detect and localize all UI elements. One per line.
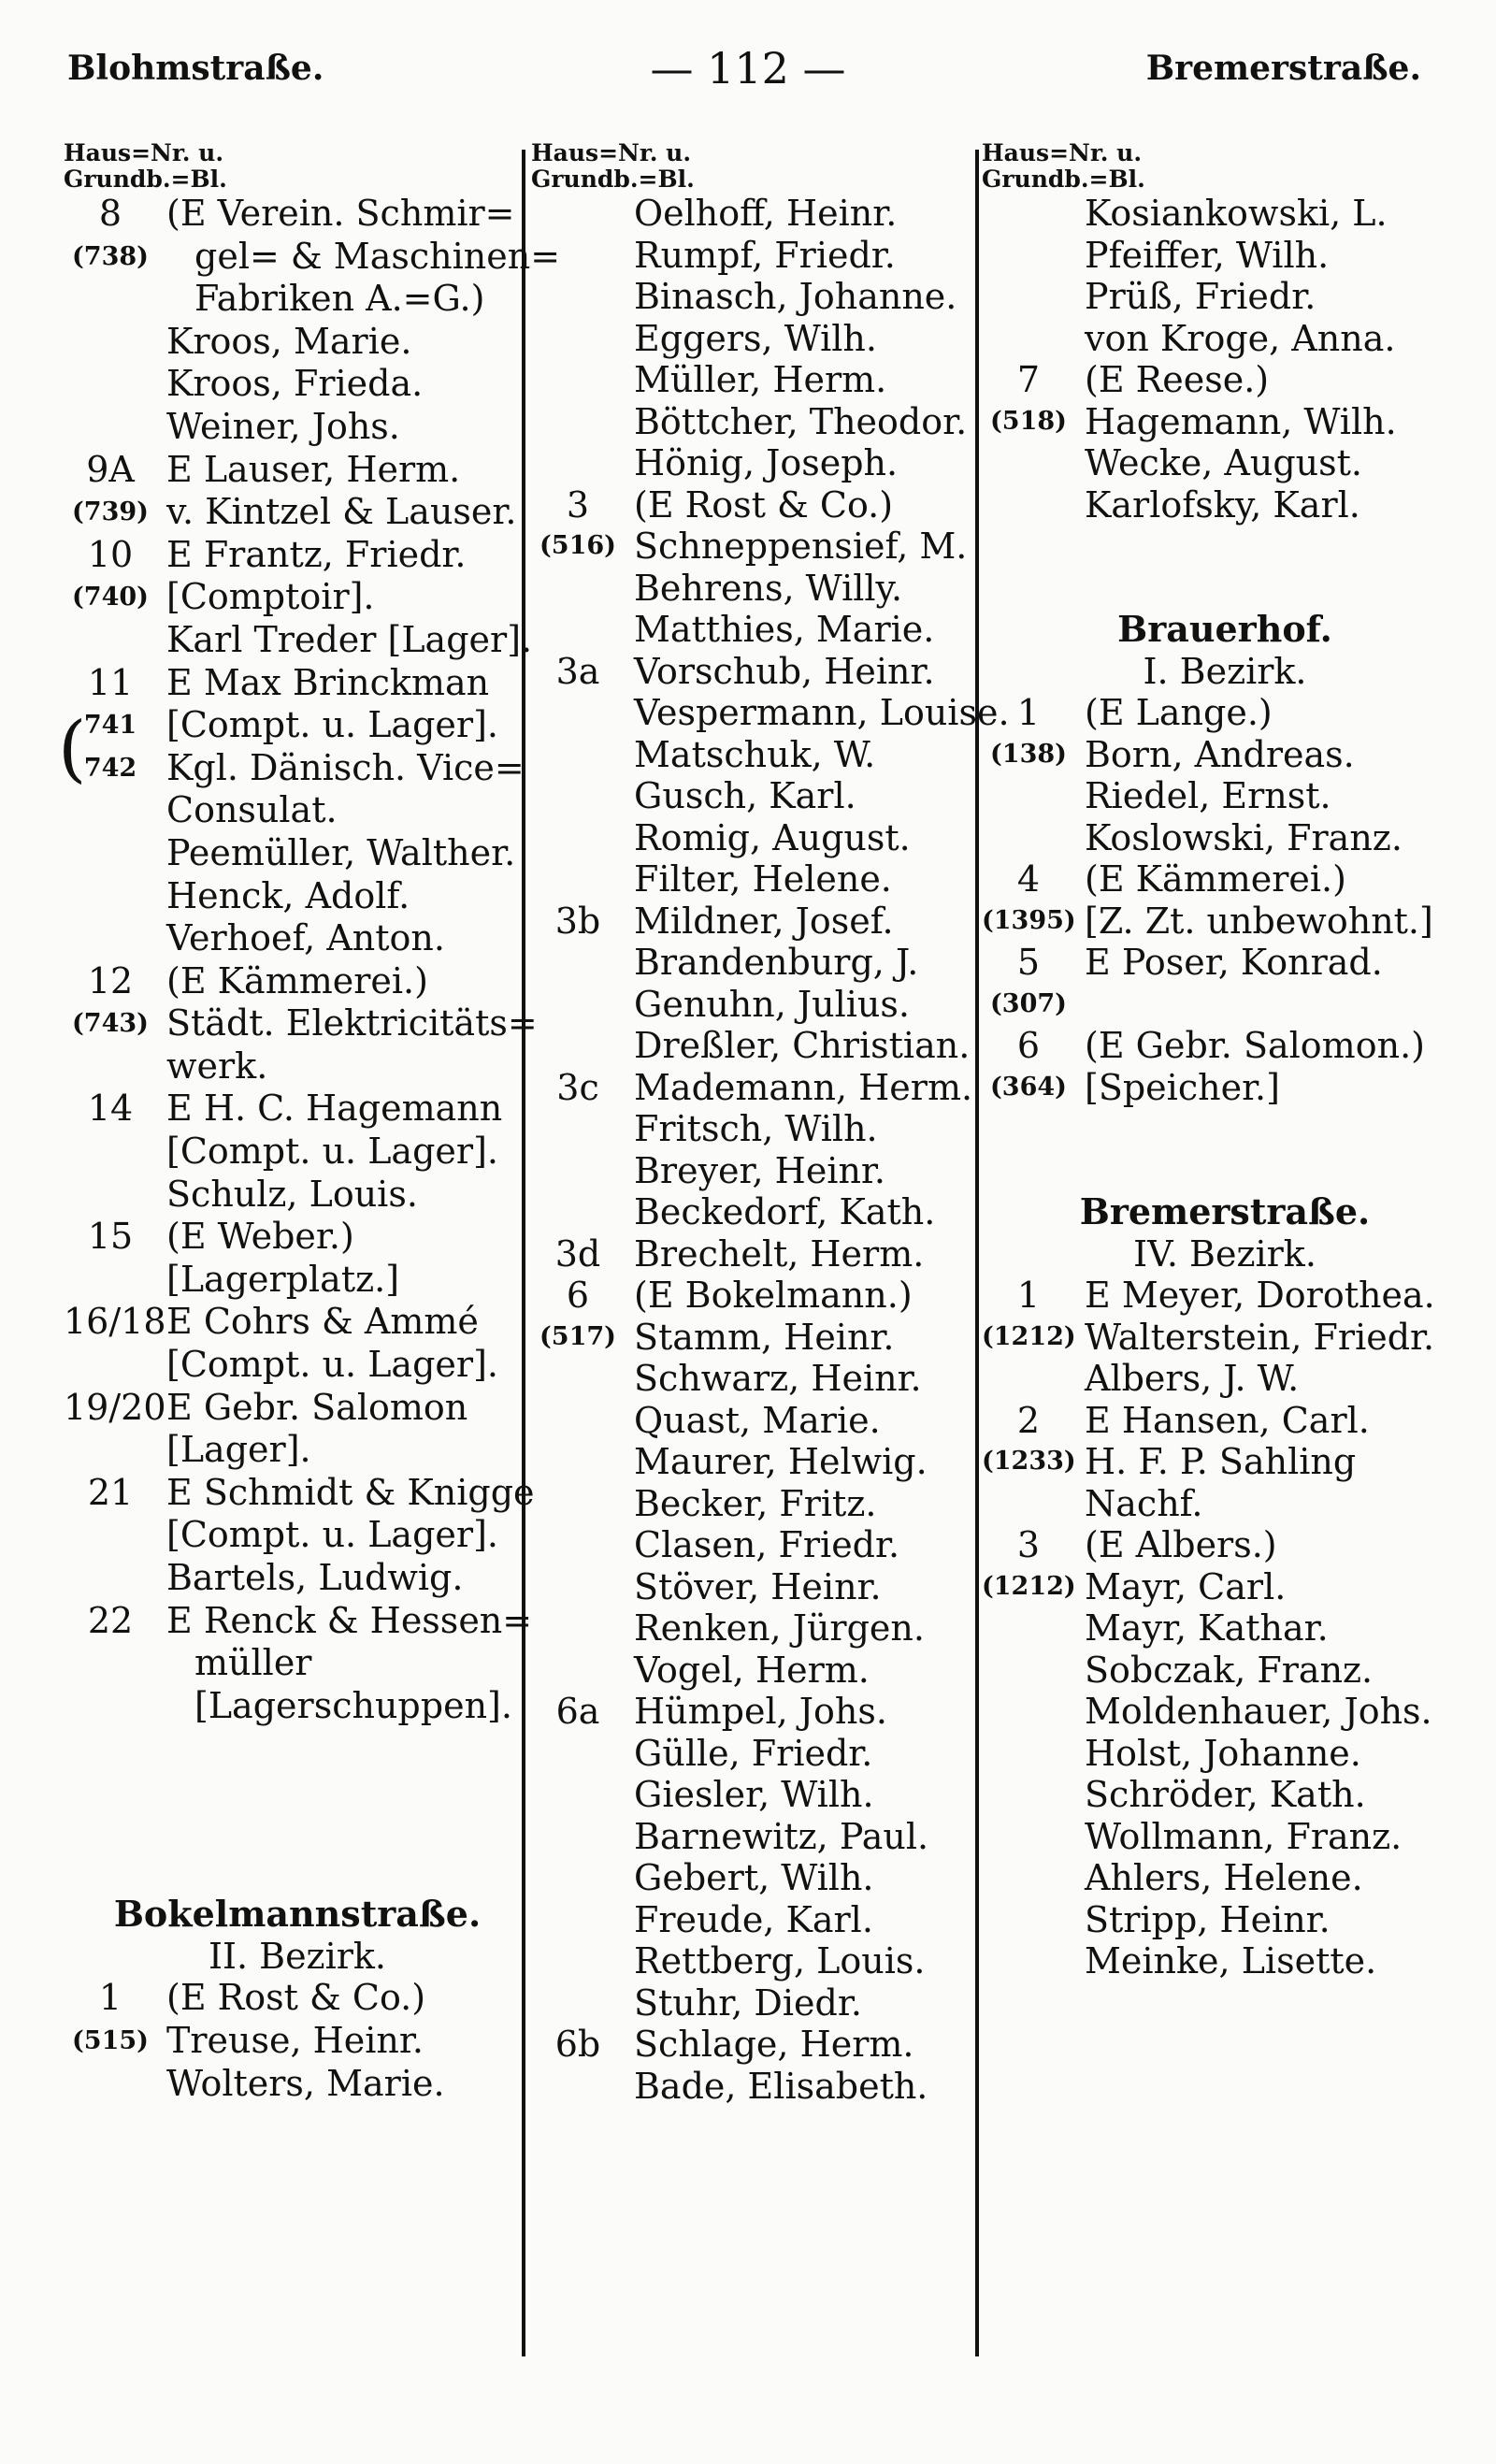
house-number: 1 <box>1016 692 1041 733</box>
entry-text: Nachf. <box>1085 1482 1203 1524</box>
entry-line <box>64 1002 538 1045</box>
entry-text: Freude, Karl. <box>634 1898 873 1940</box>
entry-text: Mademann, Herm. <box>634 1066 973 1108</box>
entry-line <box>64 576 531 619</box>
entry-line <box>982 734 1468 776</box>
entry-line <box>982 1607 1468 1650</box>
entry-text: Gusch, Karl. <box>634 775 856 816</box>
entry-text: Gebert, Wilh. <box>634 1857 874 1898</box>
street-heading: Brauerhof. <box>1117 608 1332 650</box>
entry-text: E Frantz, Friedr. <box>166 533 467 575</box>
entry-text: Kgl. Dänisch. Vice= <box>166 746 525 788</box>
house-number: 3 <box>566 483 590 526</box>
entry-line <box>64 1471 535 1515</box>
column-1 <box>58 139 561 2105</box>
entry-line <box>531 1816 982 1858</box>
entry-text: Genuhn, Julius. <box>634 983 910 1025</box>
entry-line <box>531 1108 982 1150</box>
house-number: (739) <box>72 497 149 527</box>
entry-line <box>531 817 982 859</box>
running-head-right: Bremerstraße. <box>1145 49 1421 88</box>
entry-text: Clasen, Friedr. <box>634 1524 900 1565</box>
entry-line <box>531 1691 982 1733</box>
entry-line <box>982 1275 1468 1317</box>
entry-line <box>982 1483 1468 1525</box>
entry-text: Treuse, Heinr. <box>166 2019 424 2061</box>
entry-line <box>531 1025 982 1067</box>
entry-line <box>531 442 982 484</box>
entry-line <box>64 1557 531 1600</box>
entry-text: Koslowski, Franz. <box>1085 816 1402 858</box>
entry-text: Hagemann, Wilh. <box>1085 400 1397 442</box>
house-number: (738) <box>72 241 149 271</box>
entry-text: Romig, August. <box>634 816 911 858</box>
entry-line <box>531 1733 982 1775</box>
entry-line <box>64 1088 531 1131</box>
entry-line <box>64 1642 531 1685</box>
entry-line <box>982 901 1468 943</box>
entry-line <box>64 1131 531 1174</box>
entry-line <box>64 406 531 449</box>
house-number: 12 <box>87 959 134 1001</box>
entry-line <box>982 1400 1468 1442</box>
entry-line <box>64 1301 531 1344</box>
entry-text: Albers, J. W. <box>1085 1358 1300 1399</box>
entry-line <box>982 1816 1468 1858</box>
entry-line <box>531 568 982 610</box>
entry-line <box>531 1441 982 1483</box>
entry-line <box>982 1067 1468 1109</box>
entry-text: Städt. Elektricitäts= <box>166 1002 538 1045</box>
entry-text: Schlage, Herm. <box>634 2024 914 2065</box>
entry-text: Henck, Adolf. <box>166 874 410 916</box>
entry-text: (E Albers.) <box>1085 1524 1277 1565</box>
entry-text: Giesler, Wilh. <box>634 1774 874 1815</box>
entry-line <box>982 235 1468 277</box>
entry-line <box>64 449 531 492</box>
house-number: (1233) <box>982 1447 1076 1476</box>
entry-line <box>982 1566 1468 1608</box>
entry-line <box>531 901 982 943</box>
house-number: 4 <box>1016 858 1041 900</box>
entry-line <box>531 692 1010 734</box>
entry-line <box>531 318 982 360</box>
house-number: 11 <box>87 661 134 703</box>
entry-text: E H. C. Hagemann <box>166 1088 503 1130</box>
entry-text: Breyer, Heinr. <box>634 1149 886 1191</box>
entry-text: Karlofsky, Karl. <box>1085 483 1360 526</box>
entry-line <box>64 534 531 577</box>
house-number: 1 <box>98 1977 122 2019</box>
entry-text: [Compt. u. Lager]. <box>166 1131 498 1173</box>
entry-text: Beckedorf, Kath. <box>634 1191 936 1232</box>
entry-line <box>64 1514 531 1557</box>
entry-line <box>531 1067 982 1109</box>
house-number: 6b <box>554 2024 601 2065</box>
entry-text: Binasch, Johanne. <box>634 276 957 317</box>
entry-text: gel= & Maschinen= <box>194 235 561 277</box>
entry-line <box>64 1045 531 1088</box>
entry-text: Wolters, Marie. <box>166 2062 445 2104</box>
entry-text: von Kroge, Anna. <box>1085 317 1396 359</box>
entry-line <box>531 1275 982 1317</box>
entry-text: (E Gebr. Salomon.) <box>1085 1025 1425 1066</box>
entry-text: (E Lange.) <box>1085 692 1273 733</box>
entry-line <box>531 651 982 693</box>
entry-line <box>64 662 531 705</box>
entry-line <box>64 917 531 960</box>
entry-text: Behrens, Willy. <box>634 567 903 609</box>
entry-text: [Lagerplatz.] <box>166 1258 400 1300</box>
entry-line <box>531 1774 982 1816</box>
street-heading: Bokelmannstraße. <box>113 1893 482 1936</box>
entry-text: Stuhr, Diedr. <box>634 1981 862 2024</box>
entry-text: Böttcher, Theodor. <box>634 400 968 442</box>
entry-line <box>64 2020 531 2063</box>
entry-line <box>64 491 531 534</box>
house-number: 3a <box>555 650 600 692</box>
entry-line <box>982 692 1468 734</box>
house-number: (1212) <box>982 1571 1076 1601</box>
house-number: 3d <box>554 1232 601 1275</box>
entry-line <box>531 1857 982 1899</box>
entry-text: Hümpel, Johs. <box>634 1691 887 1732</box>
entry-line <box>982 817 1468 859</box>
page-number: — 112 — <box>650 43 846 94</box>
entry-line <box>64 363 531 406</box>
district-heading: II. Bezirk. <box>208 1935 387 1977</box>
house-number: (364) <box>990 1072 1067 1102</box>
entry-line <box>531 1358 982 1400</box>
entry-line <box>531 2066 982 2108</box>
entry-text: Schulz, Louis. <box>166 1173 418 1215</box>
entry-text: Quast, Marie. <box>634 1399 881 1441</box>
entry-line <box>982 1317 1468 1359</box>
entry-text: Barnewitz, Paul. <box>634 1815 929 1857</box>
entry-line <box>64 1600 531 1643</box>
entry-line <box>982 1857 1468 1899</box>
entry-line <box>531 942 982 984</box>
entry-text: Fabriken A.=G.) <box>194 278 485 320</box>
house-number: (743) <box>72 1009 149 1039</box>
entry-line <box>982 1774 1468 1816</box>
entry-text: Pfeiffer, Wilh. <box>1085 234 1330 276</box>
house-number: (515) <box>72 2025 149 2055</box>
entry-text: müller <box>194 1642 312 1684</box>
entry-line <box>982 775 1468 817</box>
entry-line <box>531 858 982 901</box>
entry-line <box>64 1977 531 2020</box>
entry-line <box>982 858 1468 901</box>
entry-text: Brandenburg, J. <box>634 942 919 983</box>
entry-line <box>64 1216 531 1259</box>
entry-text: Consulat. <box>166 789 338 831</box>
entry-text: Maurer, Helwig. <box>634 1441 928 1482</box>
house-number: 5 <box>1016 942 1041 983</box>
entry-text: Kosiankowski, L. <box>1085 193 1388 234</box>
entry-text: [Z. Zt. unbewohnt.] <box>1085 900 1433 942</box>
entry-line <box>531 775 982 817</box>
entry-line <box>64 1429 531 1472</box>
district-heading: I. Bezirk. <box>1143 650 1307 692</box>
entry-text: Matschuk, W. <box>634 733 876 775</box>
entry-text: H. F. P. Sahling <box>1085 1441 1357 1482</box>
entry-line <box>982 318 1468 360</box>
running-head-left: Blohmstraße. <box>67 49 324 88</box>
entry-text: Walterstein, Friedr. <box>1085 1316 1435 1358</box>
entry-text: Meinke, Lisette. <box>1085 1940 1377 1981</box>
street-heading: Bremerstraße. <box>1079 1190 1371 1232</box>
entry-text: Eggers, Wilh. <box>634 317 877 359</box>
house-number: (307) <box>990 988 1067 1018</box>
entry-text: Ahlers, Helene. <box>1085 1857 1363 1898</box>
entry-text: Matthies, Marie. <box>634 609 935 650</box>
column-2 <box>531 139 1010 2107</box>
entry-text: [Lagerschuppen]. <box>194 1684 512 1726</box>
entry-line <box>982 1940 1468 1982</box>
entry-line <box>531 1982 982 2025</box>
entry-line <box>982 1524 1468 1566</box>
entry-line <box>531 1650 982 1692</box>
entry-line <box>64 832 531 875</box>
house-number: 16/18 <box>64 1301 166 1343</box>
entry-text: Schwarz, Heinr. <box>634 1358 922 1399</box>
entry-text: Müller, Herm. <box>634 359 887 400</box>
entry-line <box>531 1400 982 1442</box>
entry-line <box>531 484 982 526</box>
entry-line <box>531 1483 982 1525</box>
entry-text: Vespermann, Louise. <box>634 692 1010 733</box>
entry-line <box>982 193 1468 235</box>
entry-text: Holst, Johanne. <box>1085 1732 1361 1774</box>
entry-line <box>531 984 982 1026</box>
entry-text: Fritsch, Wilh. <box>634 1108 878 1149</box>
entry-text: Mayr, Carl. <box>1085 1565 1287 1607</box>
entry-text: v. Kintzel & Lauser. <box>166 491 517 533</box>
entry-text: (E Reese.) <box>1085 359 1270 400</box>
entry-line <box>531 609 982 651</box>
entry-line <box>982 442 1468 484</box>
entry-line <box>64 235 561 279</box>
entry-text: Born, Andreas. <box>1085 733 1355 775</box>
house-number: 3b <box>554 900 601 942</box>
entry-line <box>531 1150 982 1192</box>
entry-text: Stöver, Heinr. <box>634 1565 882 1607</box>
entry-text: (E Rost & Co.) <box>634 483 894 526</box>
entry-line <box>531 1899 982 1941</box>
entry-line <box>531 1233 982 1275</box>
column-heading: Haus=Nr. u. Grundb.=Bl. <box>531 139 695 193</box>
house-number: 22 <box>87 1599 134 1641</box>
entry-line <box>982 1358 1468 1400</box>
entry-text: E Cohrs & Ammé <box>166 1301 479 1343</box>
entry-text: Riedel, Ernst. <box>1085 775 1331 816</box>
house-number: 741 <box>83 711 137 741</box>
entry-line <box>982 1733 1468 1775</box>
entry-line <box>982 1441 1468 1483</box>
entry-text: Prüß, Friedr. <box>1085 276 1316 317</box>
entry-line <box>982 401 1468 443</box>
entry-line <box>982 1691 1468 1733</box>
entry-text: Stripp, Heinr. <box>1085 1898 1331 1940</box>
entry-text: Vorschub, Heinr. <box>634 650 935 692</box>
entry-text: [Compt. u. Lager]. <box>166 704 498 746</box>
entry-text: (E Weber.) <box>166 1216 354 1258</box>
house-number: 1 <box>1016 1275 1041 1316</box>
entry-text: Oelhoff, Heinr. <box>634 193 898 234</box>
entry-line <box>64 2063 531 2106</box>
entry-text: Vogel, Herm. <box>634 1649 870 1691</box>
brace-mark: ( <box>58 707 87 792</box>
entry-line <box>531 1191 982 1233</box>
column-heading: Haus=Nr. u. Grundb.=Bl. <box>64 139 227 193</box>
entry-line <box>531 193 982 235</box>
entry-line <box>531 1607 982 1650</box>
entry-text: (E Kämmerei.) <box>1085 858 1346 900</box>
entry-text: Wollmann, Franz. <box>1085 1815 1402 1857</box>
house-number: 9A <box>86 448 135 490</box>
entry-text: Moldenhauer, Johs. <box>1085 1691 1432 1732</box>
entry-text: Dreßler, Christian. <box>634 1025 971 1066</box>
entry-line <box>982 1650 1468 1692</box>
entry-line <box>531 2024 982 2066</box>
entry-line <box>531 526 982 568</box>
entry-text: Becker, Fritz. <box>634 1482 877 1524</box>
entry-text: Gülle, Friedr. <box>634 1732 873 1774</box>
entry-text: Kroos, Marie. <box>166 320 412 362</box>
entry-text: E Poser, Konrad. <box>1085 942 1383 983</box>
house-number: 6 <box>566 1275 590 1316</box>
entry-line <box>531 235 982 277</box>
entry-line <box>64 789 531 832</box>
entry-line <box>64 1685 531 1728</box>
entry-line <box>64 321 531 364</box>
entry-text: Rumpf, Friedr. <box>634 234 896 276</box>
entry-text: [Comptoir]. <box>166 576 375 618</box>
entry-text: [Compt. u. Lager]. <box>166 1514 498 1556</box>
house-number: 3 <box>1016 1524 1041 1565</box>
house-number: 742 <box>83 753 137 783</box>
entry-line <box>531 1524 982 1566</box>
entry-line <box>531 1317 982 1359</box>
entry-text: Bade, Elisabeth. <box>634 2065 928 2107</box>
entry-text: Renken, Jürgen. <box>634 1607 925 1649</box>
house-number: 14 <box>87 1088 134 1130</box>
entry-line <box>982 1025 1468 1067</box>
entry-text: [Speicher.] <box>1085 1066 1280 1108</box>
entry-text: E Schmidt & Knigge <box>166 1471 535 1513</box>
entry-line <box>64 1387 531 1430</box>
entry-text: Sobczak, Franz. <box>1085 1649 1374 1691</box>
entry-line <box>982 359 1468 401</box>
entry-text: E Meyer, Dorothea. <box>1085 1275 1435 1316</box>
entry-text: Schröder, Kath. <box>1085 1774 1366 1815</box>
entry-text: [Compt. u. Lager]. <box>166 1344 498 1386</box>
house-number: (1395) <box>982 905 1076 935</box>
entry-text: Peemüller, Walther. <box>166 831 516 873</box>
entry-text: Brechelt, Herm. <box>634 1232 925 1275</box>
house-number: 8 <box>98 193 122 234</box>
entry-line <box>64 1344 531 1387</box>
entry-text: Wecke, August. <box>1085 442 1362 483</box>
entry-text: (E Kämmerei.) <box>166 959 428 1001</box>
entry-text: Weiner, Johs. <box>166 405 400 447</box>
house-number: 10 <box>87 533 134 575</box>
house-number: 3c <box>556 1066 599 1108</box>
column-heading: Haus=Nr. u. Grundb.=Bl. <box>982 139 1145 193</box>
entry-text: E Renck & Hessen= <box>166 1599 533 1641</box>
entry-text: E Max Brinckman <box>166 661 490 703</box>
column-3 <box>982 140 1468 1982</box>
entry-line <box>64 747 531 790</box>
house-number: 21 <box>87 1471 134 1513</box>
entry-text: Rettberg, Louis. <box>634 1940 926 1981</box>
entry-line <box>64 278 531 321</box>
entry-text: Verhoef, Anton. <box>166 917 445 959</box>
entry-text: E Hansen, Carl. <box>1085 1399 1370 1441</box>
house-number: (518) <box>990 406 1067 436</box>
entry-line <box>531 276 982 318</box>
house-number: (1212) <box>982 1321 1076 1351</box>
entry-text: E Lauser, Herm. <box>166 448 461 490</box>
entry-text: Stamm, Heinr. <box>634 1316 895 1358</box>
entry-text: Filter, Helene. <box>634 858 892 900</box>
entry-text: Hönig, Joseph. <box>634 442 899 483</box>
house-number: 7 <box>1016 359 1041 400</box>
entry-text: (E Rost & Co.) <box>166 1977 426 2019</box>
entry-text: Kroos, Frieda. <box>166 363 424 405</box>
entry-line <box>982 942 1468 984</box>
entry-line <box>64 960 531 1003</box>
entry-text: werk. <box>166 1045 268 1087</box>
entry-text: (E Verein. Schmir= <box>166 193 515 234</box>
house-number: 6a <box>555 1691 600 1732</box>
entry-line <box>64 1174 531 1217</box>
entry-text: E Gebr. Salomon <box>166 1386 468 1428</box>
house-number: 19/20 <box>64 1386 166 1428</box>
entry-line <box>64 1259 531 1302</box>
entry-text: (E Bokelmann.) <box>634 1275 913 1316</box>
house-number: 2 <box>1016 1399 1041 1441</box>
entry-text: Bartels, Ludwig. <box>166 1557 464 1598</box>
entry-line <box>64 619 531 662</box>
entry-line <box>531 359 982 401</box>
entry-line <box>531 734 982 776</box>
entry-line <box>982 276 1468 318</box>
house-number: (740) <box>72 583 149 612</box>
entry-line <box>982 484 1468 526</box>
entry-line <box>531 401 982 443</box>
entry-line <box>531 1566 982 1608</box>
house-number: 6 <box>1016 1025 1041 1066</box>
entry-line <box>531 1940 982 1982</box>
entry-text: Mayr, Kathar. <box>1085 1607 1329 1649</box>
entry-line <box>982 1899 1468 1941</box>
entry-text: Schneppensief, M. <box>634 526 968 567</box>
entry-line <box>982 984 1468 1026</box>
house-number: (516) <box>539 531 616 560</box>
entry-text: Karl Treder [Lager]. <box>166 618 533 660</box>
entry-text: Mildner, Josef. <box>634 900 894 942</box>
house-number: (517) <box>539 1321 616 1351</box>
house-number: (138) <box>990 739 1067 769</box>
house-number: 15 <box>87 1216 134 1258</box>
entry-line <box>64 875 531 918</box>
entry-text: [Lager]. <box>166 1429 311 1471</box>
district-heading: IV. Bezirk. <box>1133 1232 1316 1275</box>
entry-line <box>64 193 531 236</box>
